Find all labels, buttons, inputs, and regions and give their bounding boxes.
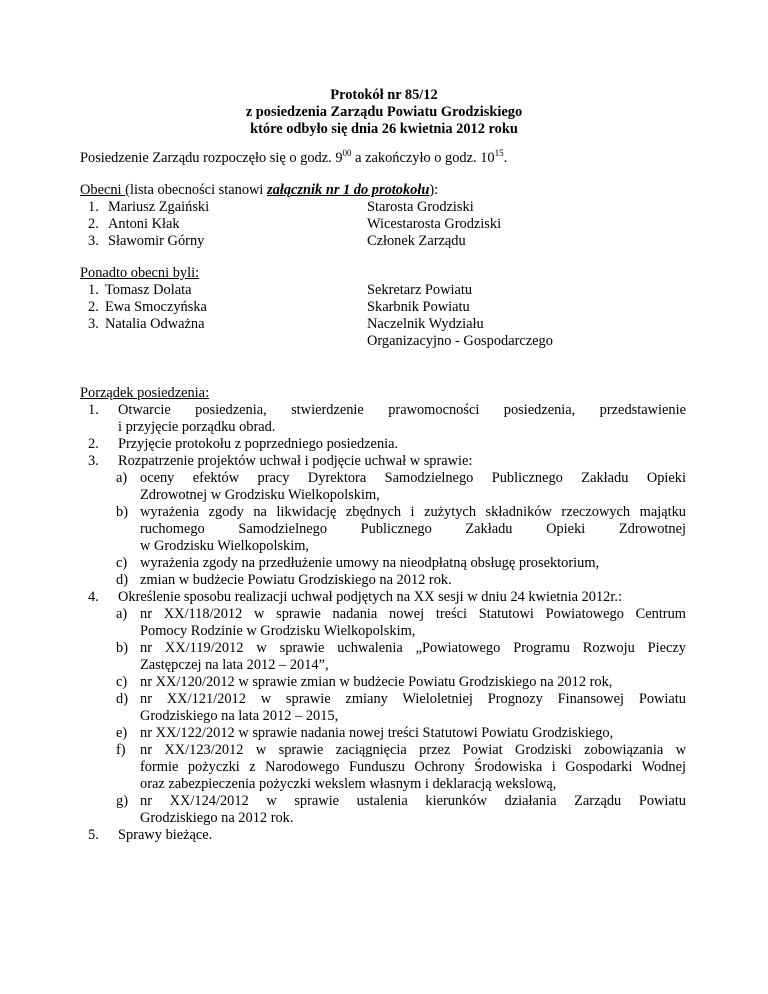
agenda-subitem-text: nr XX/122/2012 w sprawie nadania nowej treści Statutowi Powiatu Grodziskiego,: [140, 725, 614, 741]
agenda-item-number: 2.: [88, 436, 99, 452]
others-name: Ewa Smoczyńska: [105, 299, 207, 315]
agenda-subitem-label: c): [116, 555, 128, 571]
end-minutes: 15: [494, 148, 504, 159]
others-num: 3.: [88, 316, 99, 332]
agenda-item-text: Rozpatrzenie projektów uchwał i podjęcie uchwał w sprawie:: [118, 453, 473, 469]
others-role: Sekretarz Powiatu: [367, 282, 473, 298]
meeting-times-post: .: [503, 150, 508, 166]
agenda-subitem-text: Zastępczej na lata 2012 – 2014”,: [140, 657, 329, 673]
agenda-subitem-text: zmian w budżecie Powiatu Grodziskiego na 2012 rok.: [140, 572, 452, 588]
agenda-subitem-text: nr XX/119/2012 w sprawie uchwalenia „Powiatowego Programu Rozwoju Pieczy: [140, 640, 686, 656]
protocol-title: Protokół nr 85/12: [330, 87, 438, 103]
agenda-subitem-label: g): [116, 793, 128, 809]
others-role: Skarbnik Powiatu: [367, 299, 470, 315]
agenda-subitem-text: ruchomego Samodzielnego Publicznego Zakładu Opieki Zdrowotnej: [140, 521, 686, 537]
agenda-subitem-label: e): [116, 725, 128, 741]
agenda-subitem-text: Grodziskiego na lata 2012 – 2015,: [140, 708, 339, 724]
present-heading-label: Obecni: [80, 182, 126, 198]
agenda-subitem-label: c): [116, 674, 128, 690]
agenda-item-text: Określenie sposobu realizacji uchwał podjętych na XX sesji w dniu 24 kwietnia 2012r.:: [118, 589, 622, 605]
present-heading: [80, 182, 438, 199]
present-name: Mariusz Zgaiński: [108, 199, 210, 215]
present-num: 2.: [88, 216, 99, 232]
agenda-subitem-text: nr XX/123/2012 w sprawie zaciągnięcia przez Powiat Grodziski zobowiązania w: [140, 742, 686, 758]
meeting-times-pre: Posiedzenie Zarządu rozpoczęło się o godz. 9: [80, 150, 343, 166]
agenda-subitem-text: Zdrowotnej w Grodzisku Wielkopolskim,: [140, 487, 380, 503]
others-role-continued: Organizacyjno - Gospodarczego: [367, 333, 553, 349]
present-name: Sławomir Górny: [108, 233, 205, 249]
protocol-subtitle: z posiedzenia Zarządu Powiatu Grodziskiego: [245, 104, 523, 120]
others-name: Tomasz Dolata: [105, 282, 192, 298]
others-role: Naczelnik Wydziału: [367, 316, 484, 332]
meeting-times-mid: a zakończyło o godz. 10: [351, 150, 495, 166]
agenda-subitem-label: d): [116, 572, 128, 588]
agenda-subitem-label: b): [116, 504, 128, 520]
agenda-item-text: i przyjęcie porządku obrad.: [118, 419, 276, 435]
attachment-ref: załącznik nr 1 do protokołu: [267, 182, 430, 198]
agenda-subitem-text: nr XX/124/2012 w sprawie ustalenia kierunków działania Zarządu Powiatu: [140, 793, 686, 809]
agenda-item-number: 4.: [88, 589, 99, 605]
agenda-subitem-label: b): [116, 640, 128, 656]
agenda-subitem-text: Pomocy Rodzinie w Grodzisku Wielkopolskim,: [140, 623, 416, 639]
agenda-subitem-label: d): [116, 691, 128, 707]
agenda-subitem-text: nr XX/118/2012 w sprawie nadania nowej treści Statutowi Powiatowego Centrum: [140, 606, 686, 622]
agenda-subitem-text: w Grodzisku Wielkopolskim,: [140, 538, 310, 554]
protocol-date: które odbyło się dnia 26 kwietnia 2012 roku: [250, 121, 518, 137]
others-num: 2.: [88, 299, 99, 315]
present-num: 3.: [88, 233, 99, 249]
present-name: Antoni Kłak: [108, 216, 180, 232]
agenda-subitem-label: a): [116, 606, 128, 622]
agenda-subitem-text: oceny efektów pracy Dyrektora Samodzielnego Publicznego Zakładu Opieki: [140, 470, 686, 486]
agenda-subitem-text: wyrażenia zgody na likwidację zbędnych i zużytych składników rzeczowych majątku: [140, 504, 686, 520]
agenda-subitem-text: formie pożyczki z Narodowego Funduszu Ochrony Środowiska i Gospodarki Wodnej: [140, 759, 686, 775]
agenda-subitem-label: f): [116, 742, 126, 758]
present-paren-close: ):: [429, 182, 439, 198]
present-num: 1.: [88, 199, 99, 215]
others-num: 1.: [88, 282, 99, 298]
present-role: Członek Zarządu: [367, 233, 466, 249]
agenda-subitem-text: oraz zabezpieczenia pożyczki wekslem własnym i deklaracją wekslową,: [140, 776, 557, 792]
others-heading: Ponadto obecni byli:: [80, 265, 200, 281]
agenda-item-number: 1.: [88, 402, 99, 418]
agenda-item-text: Przyjęcie protokołu z poprzedniego posiedzenia.: [118, 436, 399, 452]
present-role: Wicestarosta Grodziski: [367, 216, 502, 232]
agenda-subitem-text: wyrażenia zgody na przedłużenie umowy na nieodpłatną obsługę prosektorium,: [140, 555, 600, 571]
meeting-times: [80, 150, 507, 167]
present-role: Starosta Grodziski: [367, 199, 474, 215]
agenda-subitem-label: a): [116, 470, 128, 486]
agenda-subitem-text: Grodziskiego na 2012 rok.: [140, 810, 294, 826]
agenda-subitem-text: nr XX/121/2012 w sprawie zmiany Wieloletniej Prognozy Finansowej Powiatu: [140, 691, 686, 707]
agenda-heading: Porządek posiedzenia:: [80, 385, 210, 401]
agenda-item-number: 3.: [88, 453, 99, 469]
present-paren-open: (lista obecności stanowi: [125, 182, 268, 198]
agenda-item-text: Otwarcie posiedzenia, stwierdzenie prawomocności posiedzenia, przedstawienie: [118, 402, 686, 418]
agenda-item-number: 5.: [88, 827, 99, 843]
agenda-item-text: Sprawy bieżące.: [118, 827, 213, 843]
agenda-subitem-text: nr XX/120/2012 w sprawie zmian w budżecie Powiatu Grodziskiego na 2012 rok,: [140, 674, 613, 690]
start-minutes: 00: [342, 148, 352, 159]
others-name: Natalia Odważna: [105, 316, 205, 332]
